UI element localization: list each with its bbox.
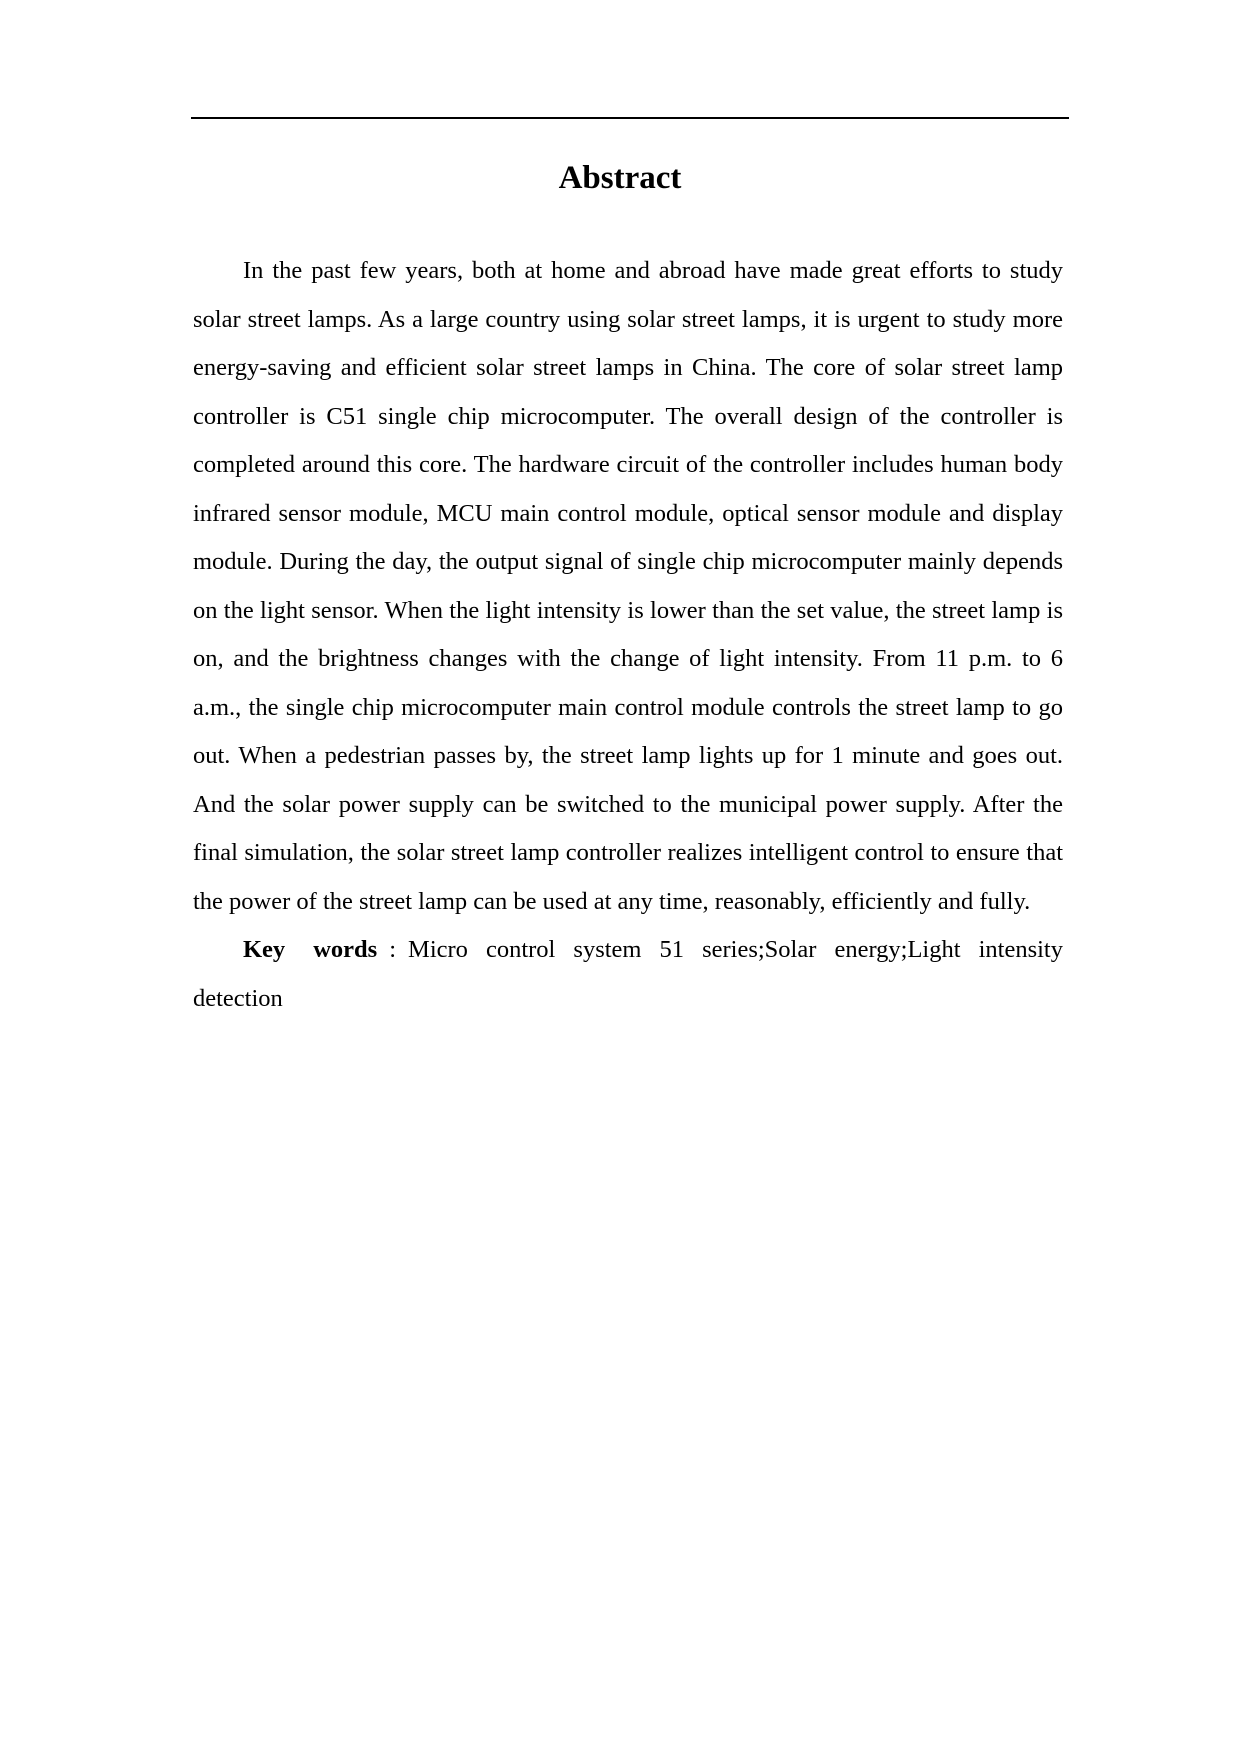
- abstract-body: [193, 247, 1063, 1023]
- abstract-title: Abstract: [558, 160, 682, 196]
- abstract-paragraph: In the past few years, both at home and abroad have made great efforts to study solar street lamps. As a large country using solar street lamps, it is urgent to study more energy-saving and efficient solar street lamps in China. The core of solar street lamp controller is C51 single chip microcomputer. The overall design of the controller is completed around this core. The hardware circuit of the controller includes human body infrared sensor module, MCU main control module, optical sensor module and display module. During the day, the output signal of single chip microcomputer mainly depends on the light sensor. When the light intensity is lower than the set value, the street lamp is on, and the brightness changes with the change of light intensity. From 11 p.m. to 6 a.m., the single chip microcomputer main control module controls the street lamp to go out. When a pedestrian passes by, the street lamp lights up for 1 minute and goes out. And the solar power supply can be switched to the municipal power supply. After the final simulation, the solar street lamp controller realizes intelligent control to ensure that the power of the street lamp can be used at any time, reasonably, efficiently and fully.: [193, 257, 1063, 915]
- header-rule: [191, 117, 1069, 119]
- keywords-paragraph: [193, 926, 1063, 1023]
- keywords-text: Micro control system 51 series;Solar energy;Light intensity detection: [193, 936, 1063, 1012]
- keywords-label: Key words: [243, 936, 378, 963]
- keywords-separator: :: [389, 936, 397, 963]
